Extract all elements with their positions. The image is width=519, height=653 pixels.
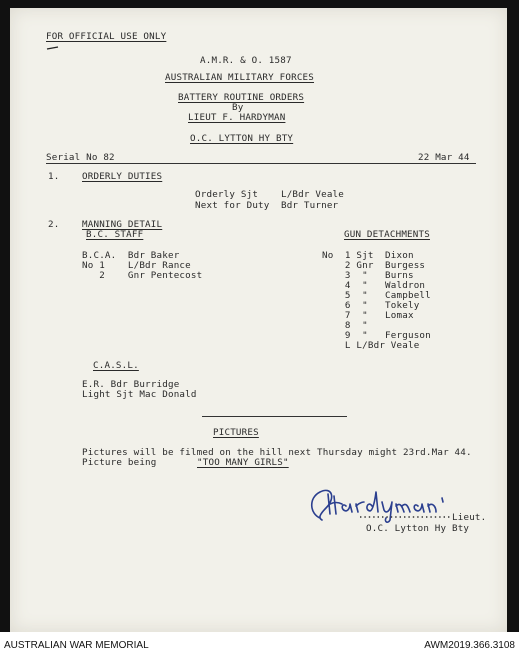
orderly-duties-heading: ORDERLY DUTIES	[82, 171, 163, 182]
casl-light-line: Light Sjt Mac Donald	[82, 389, 197, 400]
next-for-duty-line: Next for Duty Bdr Turner	[195, 200, 339, 211]
bc-staff-row: No 1 L/Bdr Rance	[82, 260, 191, 271]
scan-border-left	[0, 0, 10, 632]
archive-footer	[0, 632, 519, 653]
bc-staff-row: 2 Gnr Pentecost	[82, 270, 203, 281]
gun-detachment-row: No 1 Sjt Dixon	[322, 250, 414, 261]
gun-detachment-row: 2 Gnr Burgess	[322, 260, 426, 271]
manning-section-number: 2.	[48, 219, 60, 230]
handwritten-signature	[306, 484, 466, 528]
scan-border-right	[507, 0, 519, 632]
serial-rule	[46, 163, 476, 164]
film-title: "TOO MANY GIRLS"	[197, 457, 289, 468]
orderly-section-number: 1.	[48, 171, 60, 182]
section-divider-rule	[202, 416, 347, 417]
casl-er-line: E.R. Bdr Burridge	[82, 379, 180, 390]
official-use-label: FOR OFFICIAL USE ONLY	[46, 31, 167, 42]
handwritten-tick-mark	[46, 44, 60, 52]
forces-heading: AUSTRALIAN MILITARY FORCES	[165, 72, 315, 83]
casl-heading: C.A.S.L.	[93, 360, 139, 371]
pictures-notice-line: Pictures will be filmed on the hill next Thursday might 23rd.Mar 44.	[82, 447, 472, 458]
manning-detail-heading: MANNING DETAIL	[82, 219, 163, 230]
by-label: By	[232, 102, 244, 113]
signature-rank: Lieut.	[452, 512, 487, 523]
gun-detachment-row: 6 " Tokely	[322, 300, 420, 311]
bc-staff-row: B.C.A. Bdr Baker	[82, 250, 180, 261]
gun-detachment-row: 8 "	[322, 320, 368, 331]
document-sheet	[10, 8, 507, 632]
scan-border-top	[0, 0, 519, 8]
gun-detachment-row: 7 " Lomax	[322, 310, 414, 321]
gun-detachment-row: 5 " Campbell	[322, 290, 431, 301]
orderly-sjt-line: Orderly Sjt L/Bdr Veale	[195, 189, 345, 200]
serial-number: Serial No 82	[46, 152, 115, 163]
gun-detachment-row: L L/Bdr Veale	[322, 340, 420, 351]
gun-detachment-row: 9 " Ferguson	[322, 330, 431, 341]
bc-staff-heading: B.C. STAFF	[86, 229, 144, 240]
order-date: 22 Mar 44	[418, 152, 470, 163]
pictures-heading: PICTURES	[213, 427, 259, 438]
amr-reference: A.M.R. & O. 1587	[200, 55, 292, 66]
gun-detachment-row: 3 " Burns	[322, 270, 414, 281]
signature-dotted-line	[358, 514, 454, 520]
archive-reference: AWM2019.366.3108	[424, 640, 515, 651]
archive-name: AUSTRALIAN WAR MEMORIAL	[4, 640, 149, 651]
unit-heading: O.C. LYTTON HY BTY	[190, 133, 294, 144]
gun-detachment-row: 4 " Waldron	[322, 280, 426, 291]
orders-heading: BATTERY ROUTINE ORDERS	[178, 92, 305, 103]
picture-being-label: Picture being	[82, 457, 157, 468]
signature-unit: O.C. Lytton Hy Bty	[366, 523, 470, 534]
officer-name: LIEUT F. HARDYMAN	[188, 112, 286, 123]
gun-detachments-heading: GUN DETACHMENTS	[344, 229, 430, 240]
